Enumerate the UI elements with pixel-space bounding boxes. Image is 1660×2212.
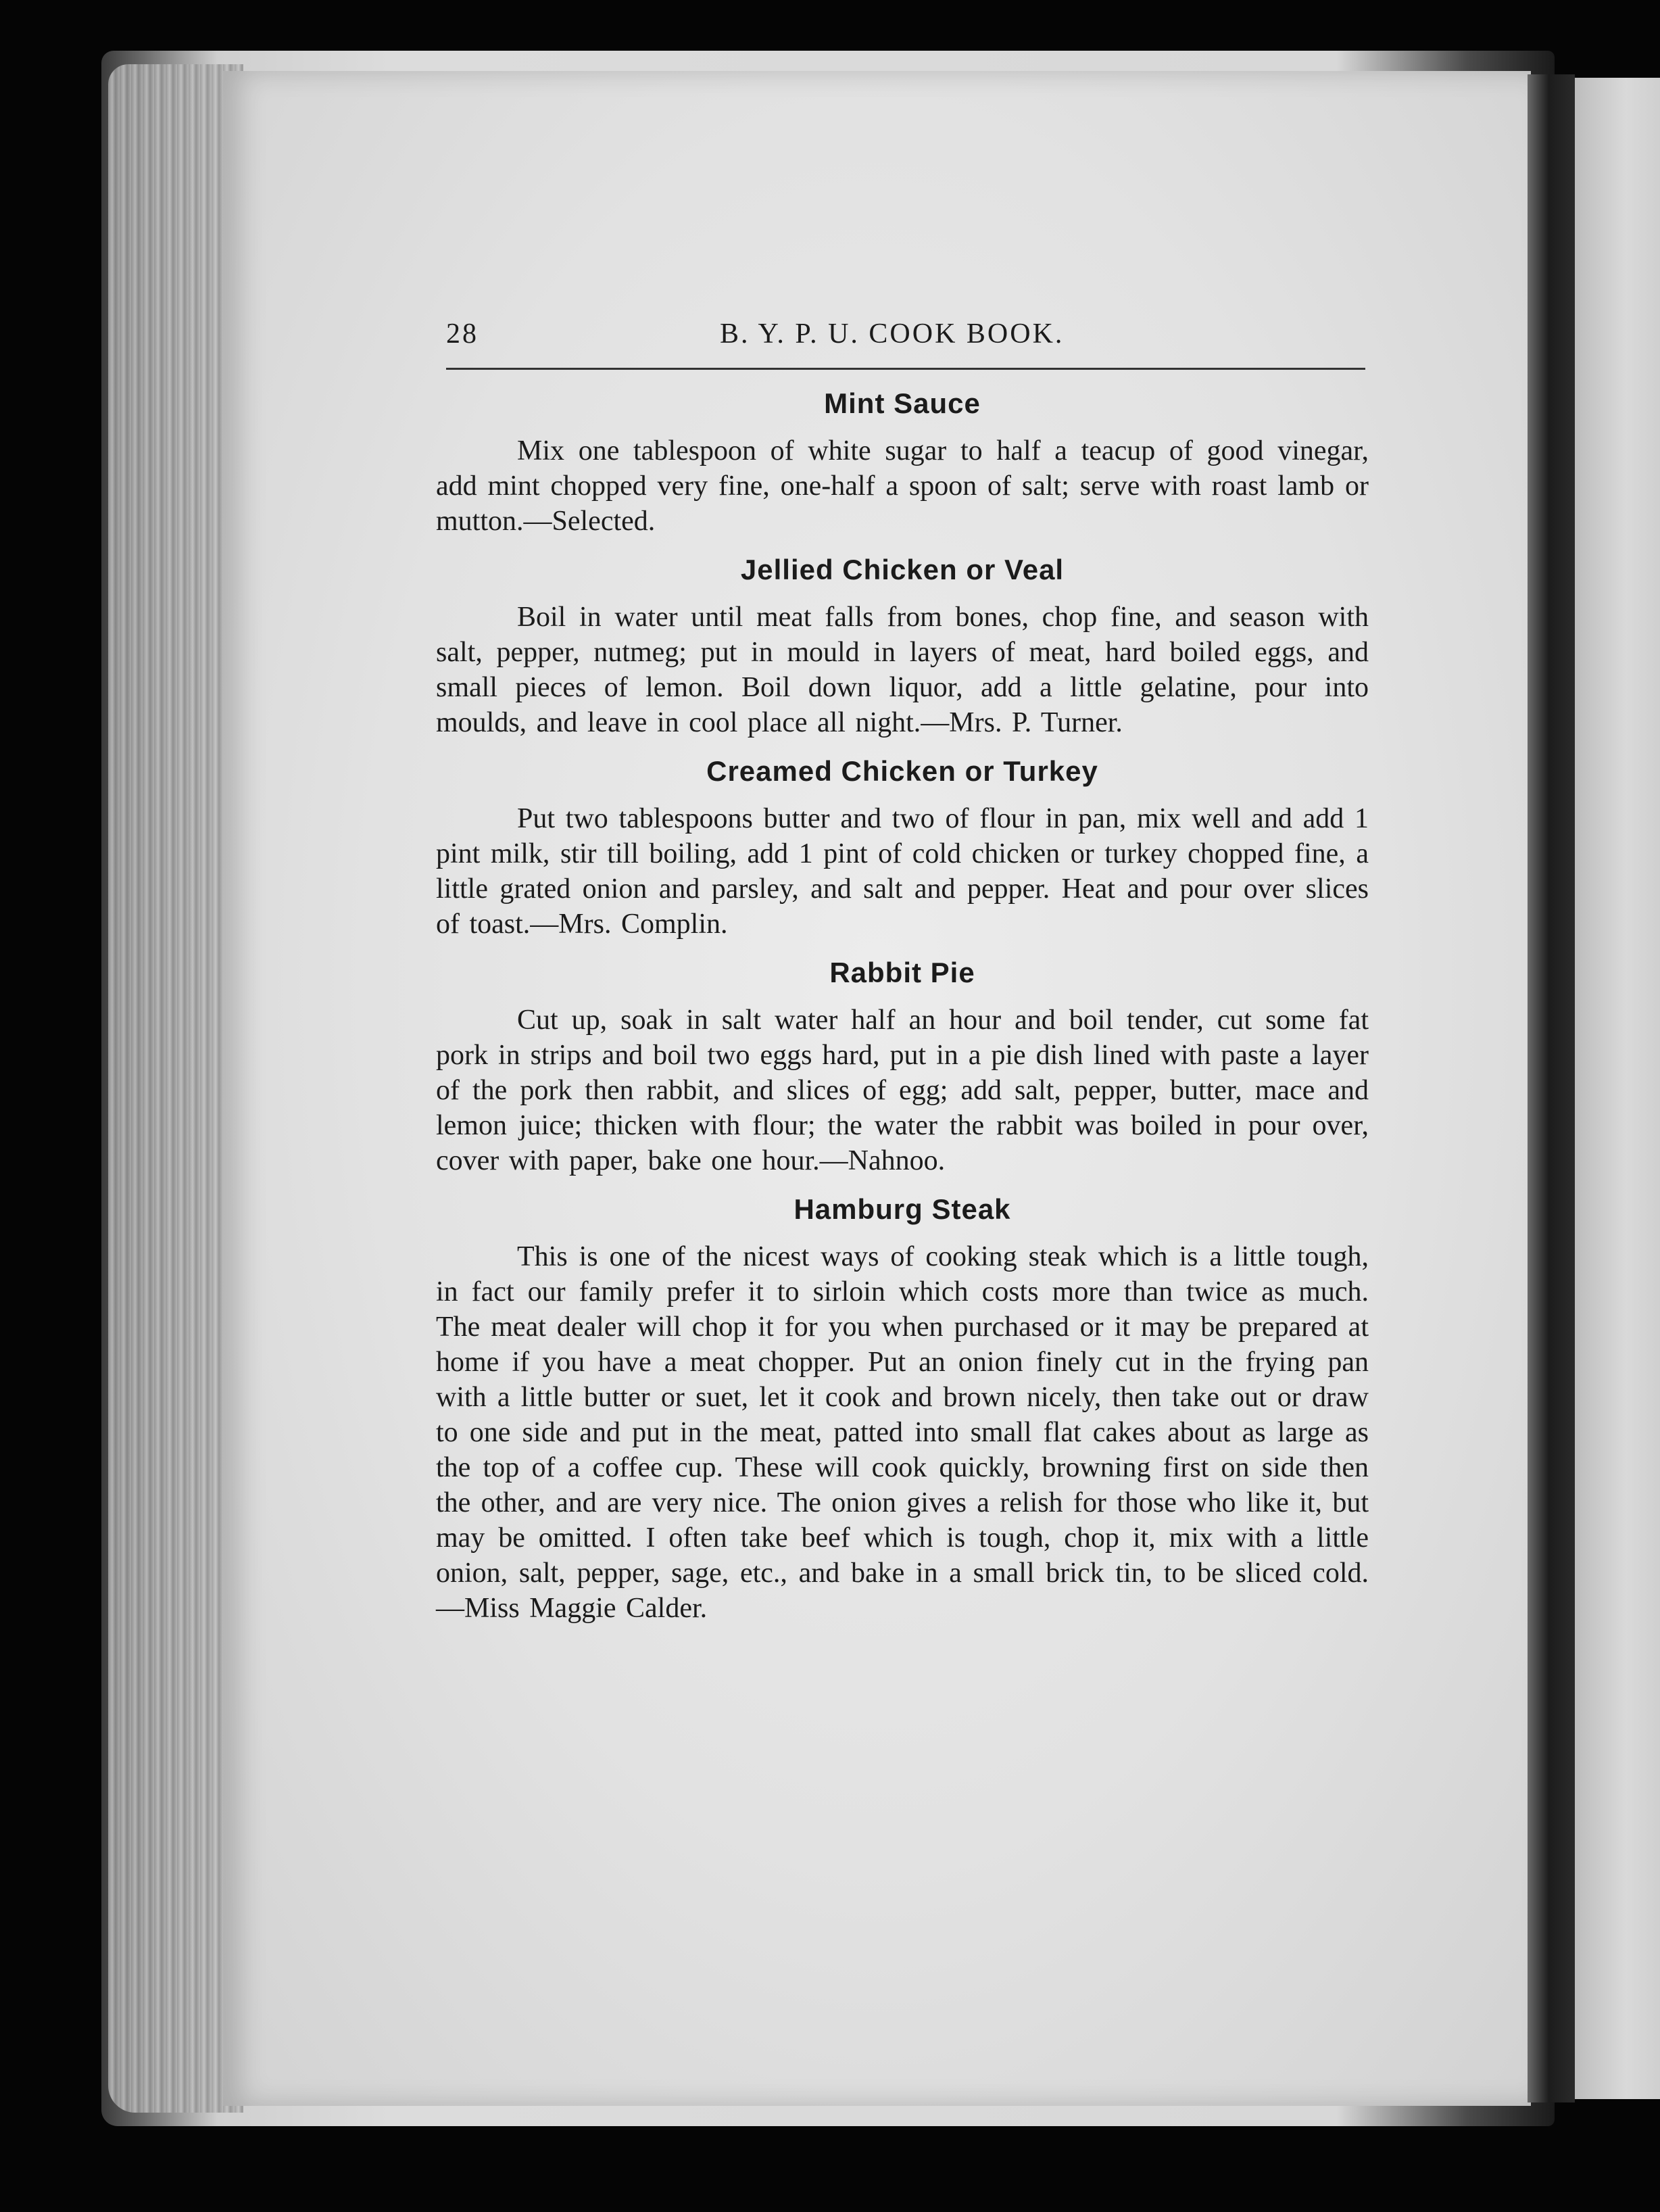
recipe-body: Boil in water until meat falls from bones, chop fine, and season with salt, pepper, nutmeg; put in mould in layers of meat, hard boiled eggs, and small pieces of lemon. Boil down liquor, add a little gelatine, pour into moulds, and leave in cool place all night.—Mrs. P. Turner. [436,602,1369,738]
recipe-mint-sauce [436,387,1369,539]
page-content [436,318,1369,1641]
page-number: 28 [446,318,479,350]
recipe-title: Jellied Chicken or Veal [740,554,1065,585]
recipe-body: Put two tablespoons butter and two of flour in pan, mix well and add 1 pint milk, stir till boiling, add 1 pint of cold chicken or turkey chopped fine, a little grated onion and parsley, and salt and pepper. Heat and pour over slices of toast.—Mrs. Complin. [436,803,1369,940]
recipe-title: Creamed Chicken or Turkey [706,755,1098,787]
recipe-hamburg-steak [436,1193,1369,1626]
facing-page-edge [1575,78,1660,2099]
header-rule [446,368,1365,370]
recipe-title: Rabbit Pie [829,957,975,988]
book-title: B. Y. P. U. COOK BOOK. [720,318,1065,350]
recipe-title: Mint Sauce [824,387,981,419]
recipe-jellied-chicken [436,554,1369,740]
recipe-rabbit-pie [436,957,1369,1178]
recipe-creamed-chicken [436,755,1369,942]
recipe-body: Cut up, soak in salt water half an hour and boil tender, cut some fat pork in strips and boil two eggs hard, put in a pie dish lined with paste a layer of the pork then rabbit, and slices of egg; add salt, pepper, butter, mace and lemon juice; thicken with flour; the water the rabbit was boiled in pour over, cover with paper, bake one hour.—Nahnoo. [436,1005,1369,1176]
book-gutter [1528,74,1575,2102]
recipe-title: Hamburg Steak [794,1193,1011,1225]
recipe-body: This is one of the nicest ways of cooking steak which is a little tough, in fact our family prefer it to sirloin which costs more than twice as much. The meat dealer will chop it for you when purchased or it may be prepared at home if you have a meat chopper. Put an onion finely cut in the frying pan with a little butter or suet, let it cook and brown nicely, then take out or draw to one side and put in the meat, patted into small flat cakes about as large as the top of a coffee cup. These will cook quickly, browning first on side then the other, and are very nice. The onion gives a relish for those who like it, but may be omitted. I often take beef which is tough, chop it, mix with a little onion, salt, pepper, sage, etc., and bake in a small brick tin, to be sliced cold.—Miss Maggie Calder. [436,1241,1369,1624]
running-head [436,318,1369,358]
recipe-body: Mix one tablespoon of white sugar to half a teacup of good vinegar, add mint chopped very fine, one-half a spoon of salt; serve with roast lamb or mutton.—Selected. [436,435,1369,537]
